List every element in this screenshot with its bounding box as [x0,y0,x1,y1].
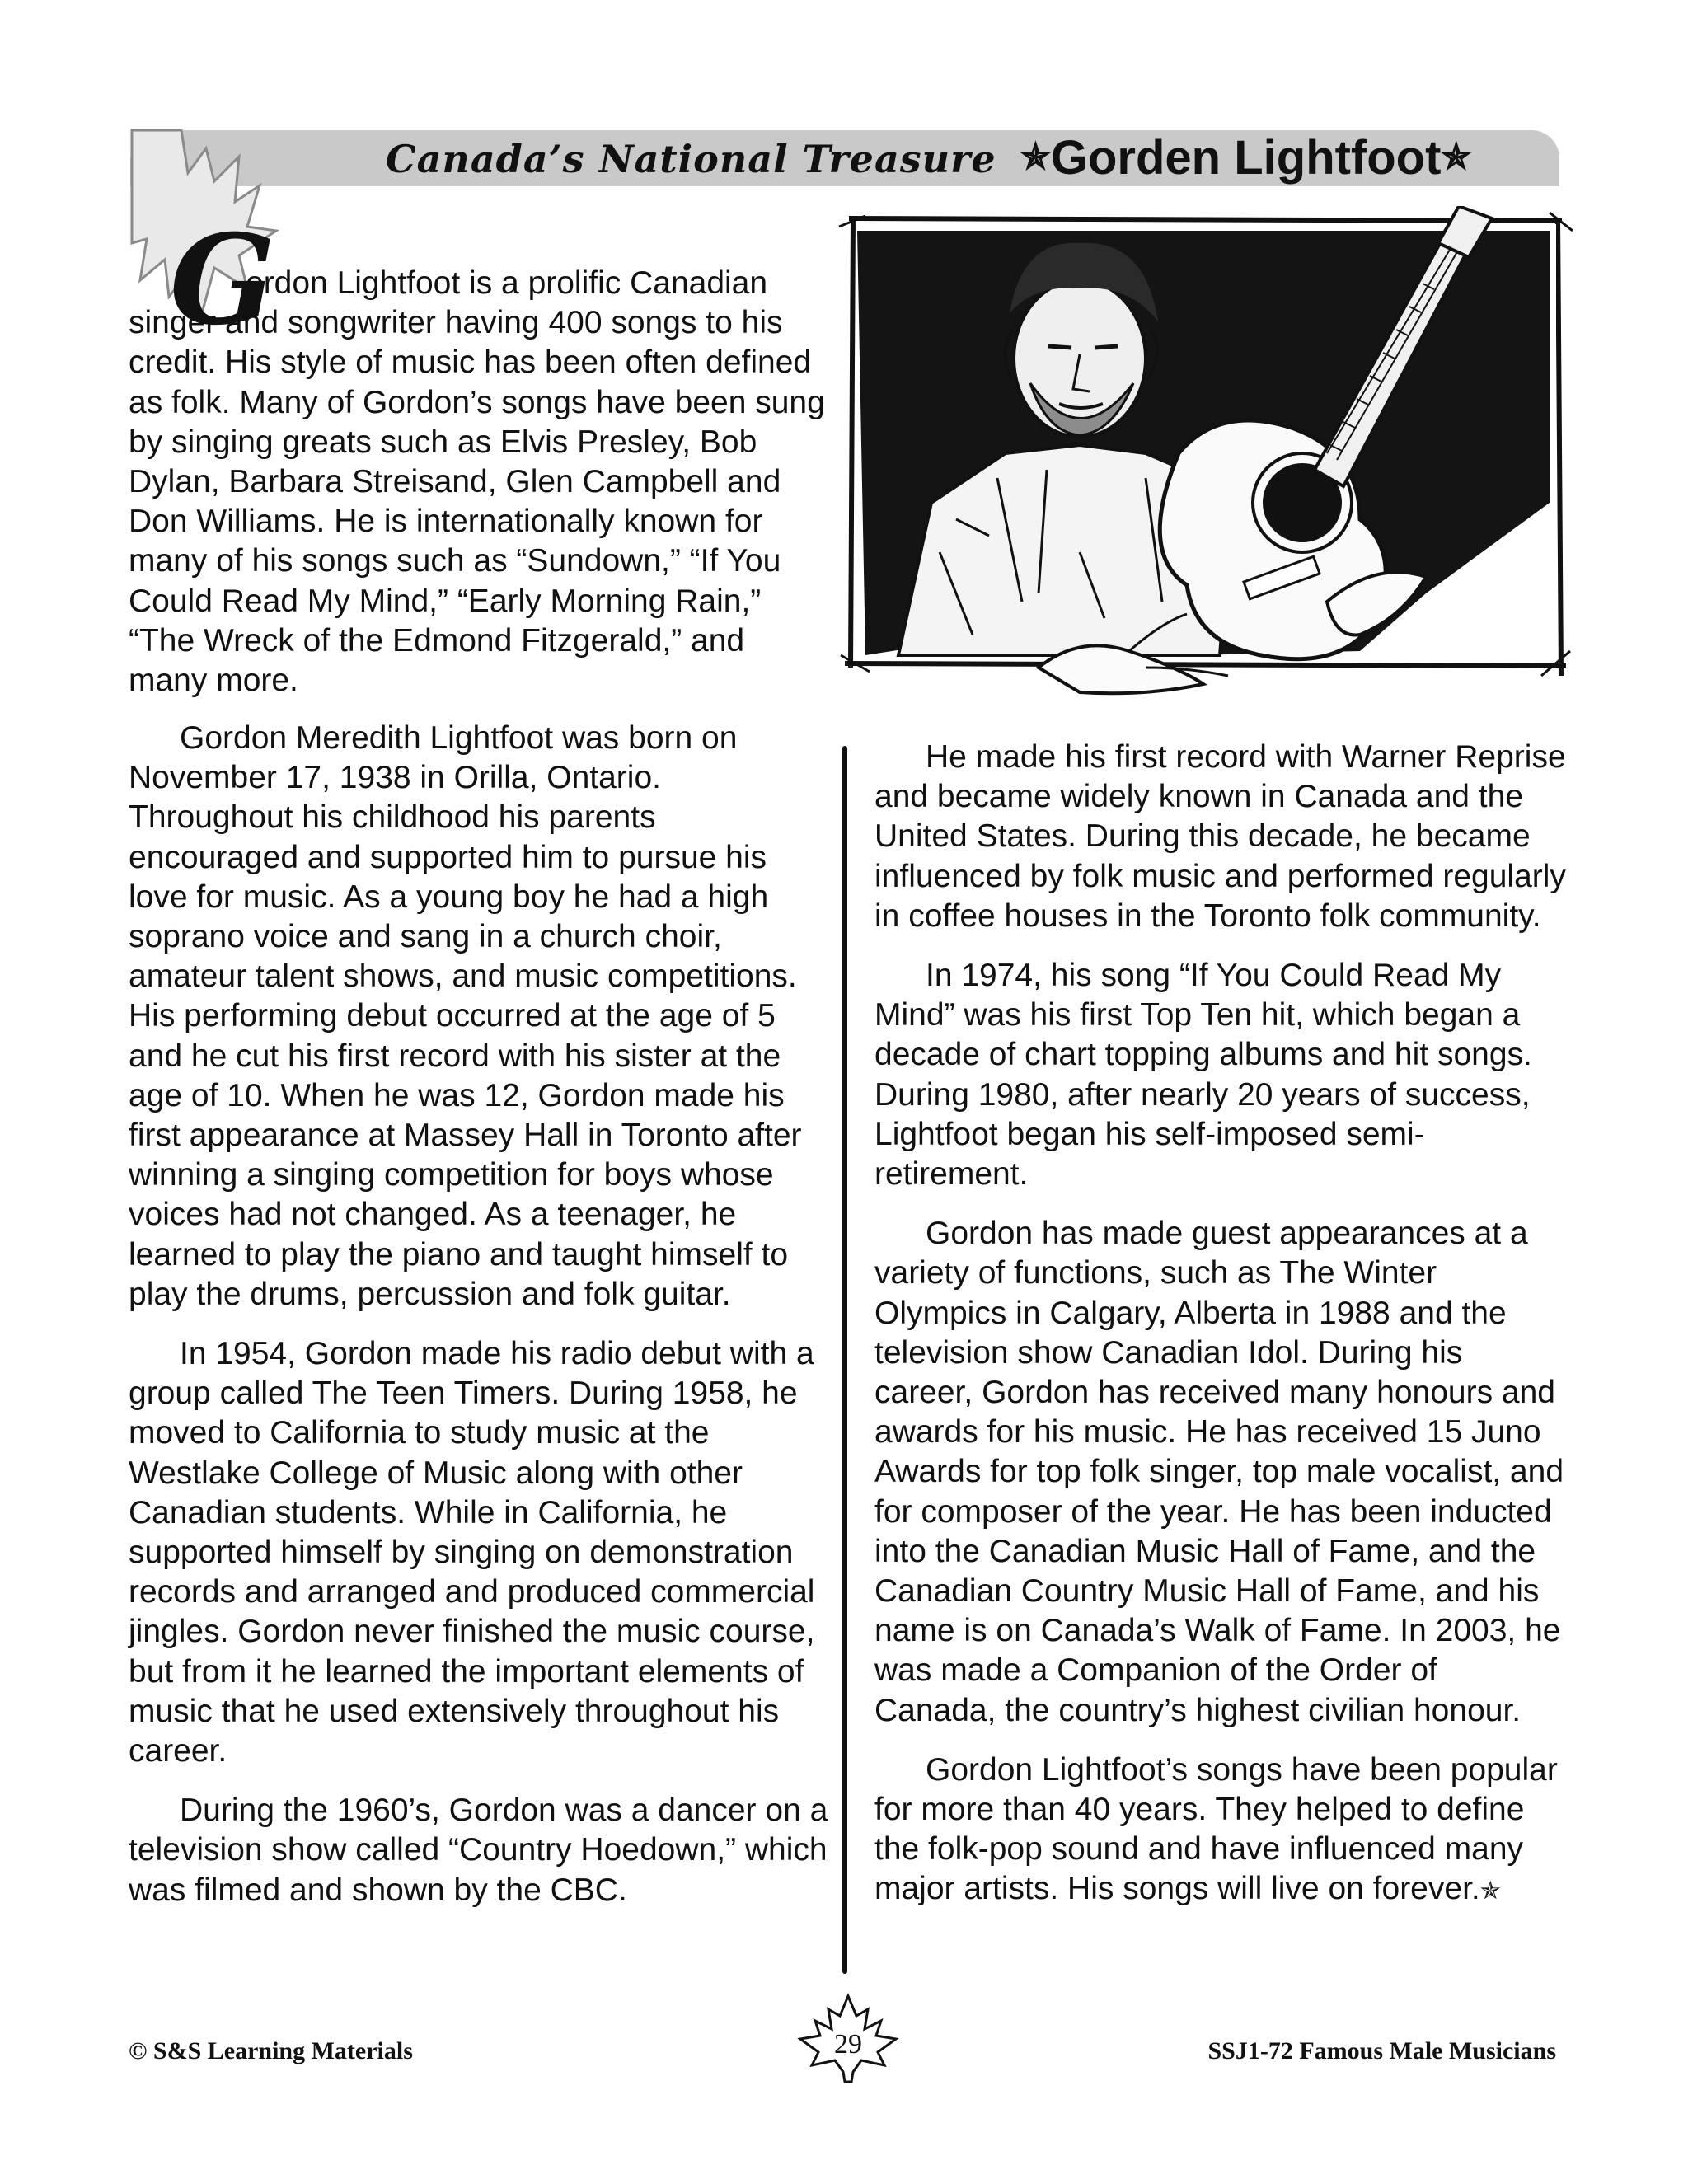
left-column [129,719,829,1930]
paragraph-8-text: Gordon Lightfoot’s songs have been popular for more than 40 years. They helped to define the folk-pop sound and have influenced many major artists. His songs will live on forever. [874,1751,1558,1907]
paragraph-3: In 1954, Gordon made his radio debut with a group called The Teen Timers. During 1958, he moved to California to study music at the Westlake College of Music along with other Canadian students. While in California, he supported himself by singing on demonstration records and arranged and produced commercial jingles. Gordon never finished the music course, but from it he learned the important elements of music that he used extensively throughout his career. [129,1336,815,1769]
paragraph-1-text: ordon Lightfoot is a prolific Canadian singer and songwriter having 400 songs to his credit. His style of music has been often defined as folk. Many of Gordon’s songs have been sung by singing greats such as Elvis Presley, Bob Dylan, Barbara Streisand, Glen Campbell and Don Williams. He is internationally known for many of his songs such as “Sundown,” “If You Could Read My Mind,” “Early Morning Rain,” “The Wreck of the Edmond Fitzgerald,” and many more. [129,265,825,699]
paragraph-4: During the 1960’s, Gordon was a dancer on a television show called “Country Hoedown,” which was filmed and shown by the CBC. [129,1793,828,1908]
title-text: Gorden Lightfoot [1050,131,1442,185]
intro-paragraph [129,208,829,701]
paragraph-2: Gordon Meredith Lightfoot was born on November 17, 1938 in Orilla, Ontario. Throughout his childhood his parents encouraged and supported him to pursue his love for music. As a young boy he had a high soprano voice and sang in a church choir, amateur talent shows, and music competitions. His performing debut occurred at the age of 5 and he cut his first record with his sister at the age of 10. When he was 12, Gordon made his first appearance at Massey Hall in Toronto after winning a singing competition for boys whose voices had not changed. As a teenager, he learned to play the piano and taught himself to play the drums, percussion and folk guitar. [129,720,802,1312]
drop-cap: G [170,208,276,353]
musician-guitar-illustration [832,206,1574,710]
star-icon: ✯ [1020,137,1051,177]
page-number: 29 [834,2029,862,2060]
paragraph-8 [874,1750,1567,1912]
book-code: SSJ1-72 Famous Male Musicians [1207,2037,1556,2064]
star-icon: ✯ [1441,137,1472,177]
copyright: © S&S Learning Materials [129,2037,413,2064]
paragraph-7: Gordon has made guest appearances at a variety of functions, such as The Winter Olympics in Calgary, Alberta in 1988 and the television show Canadian Idol. During his career, Gordon has received many honours and awards for his music. He has received 15 Juno Awards for top folk singer, top male vocalist, and for composer of the year. He has been inducted into the Canadian Music Hall of Fame, and the Canadian Country Music Hall of Fame, and his name is on Canada’s Walk of Fame. In 2003, he was made a Companion of the Order of Canada, the country’s highest civilian honour. [874,1216,1564,1728]
page-title [1020,129,1471,186]
end-star-icon: ✯ [1479,1877,1501,1905]
paragraph-5: He made his first record with Warner Reprise and became widely known in Canada and the United States. During this decade, he became influenced by folk music and performed regularly in coffee houses in the Toronto folk community. [874,739,1566,934]
paragraph-6: In 1974, his song “If You Could Read My Mind” was his first Top Ten hit, which began a decade of chart topping albums and hit songs. During 1980, after nearly 20 years of success, Lightfoot began his self-imposed semi-retirement. [874,958,1532,1193]
left-column-top [129,208,829,720]
series-title: Canada’s National Treasure [386,137,996,181]
column-divider [842,746,847,1974]
right-column [874,738,1567,1932]
